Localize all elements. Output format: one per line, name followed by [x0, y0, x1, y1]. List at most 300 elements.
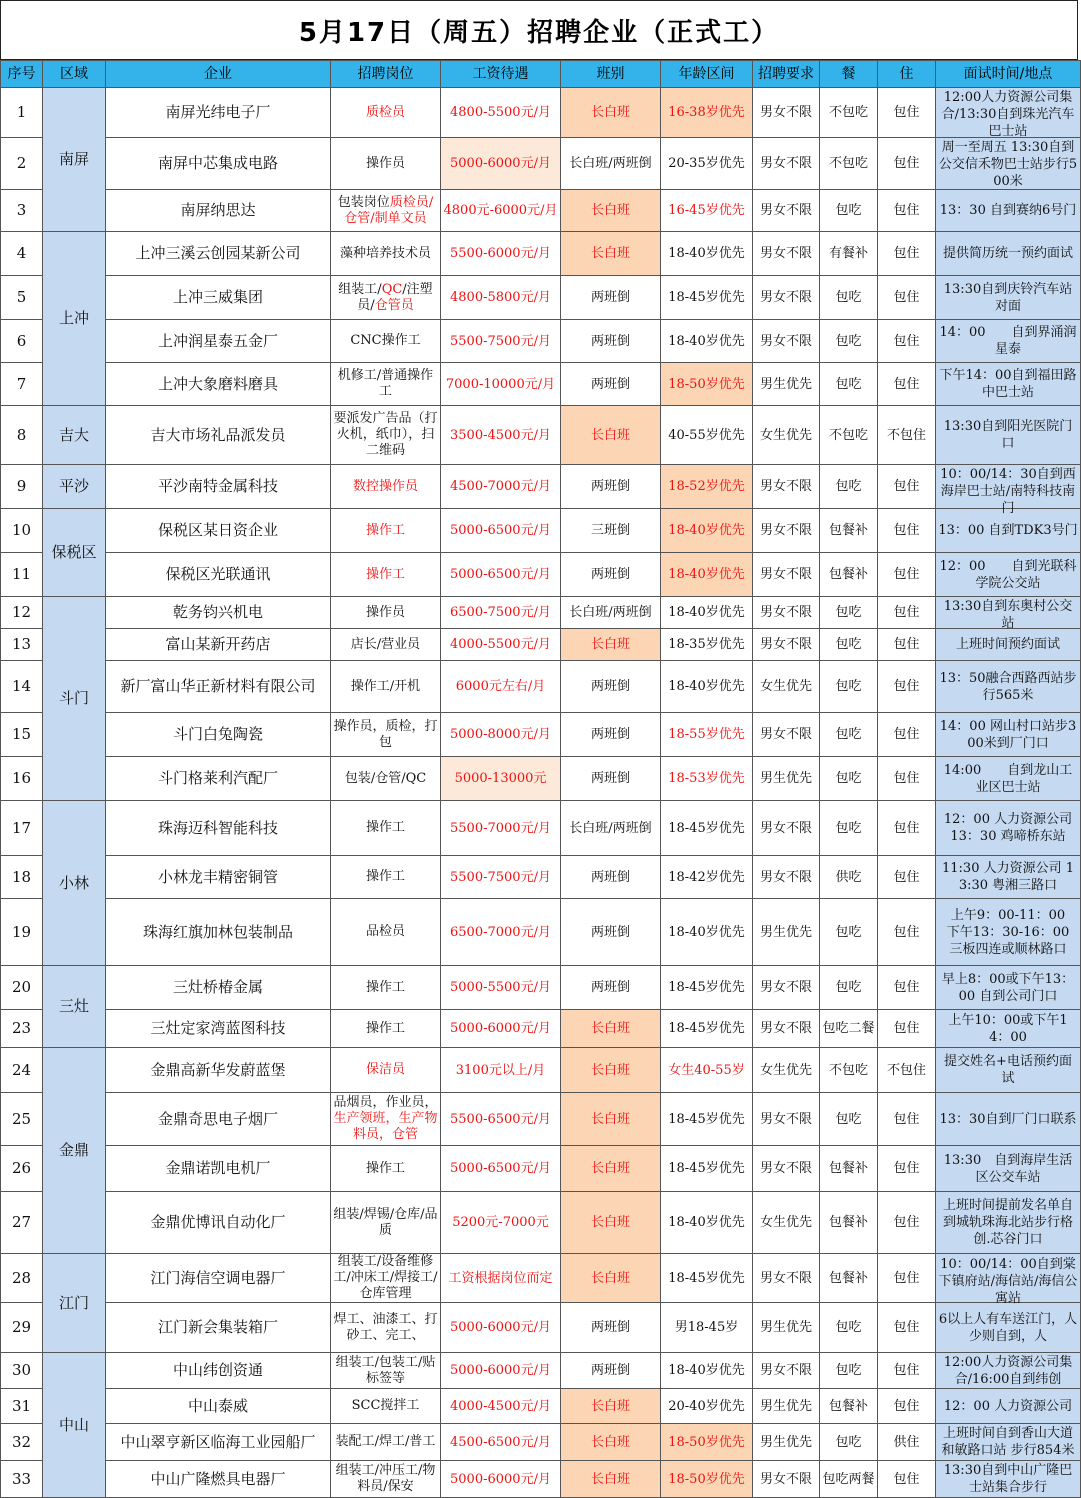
meal-cell: 包吃两餐: [820, 1461, 878, 1498]
interview-time-location: [936, 553, 1081, 597]
housing-cell: 包住: [878, 1254, 936, 1303]
row-number: 6: [1, 320, 43, 363]
interview-text: 10：00/14：00自到棠下镇府站/海信站/海信公寓站: [938, 1257, 1078, 1306]
age-cell: 18-45岁优先: [661, 801, 753, 856]
salary-cell: 5500-7500元/月: [441, 856, 561, 899]
requirement-cell: 男女不限: [753, 509, 820, 553]
table-row: [1, 190, 1081, 232]
position-cell: 操作工: [331, 801, 441, 856]
interview-time-location: [936, 899, 1081, 966]
housing-cell: 包住: [878, 1303, 936, 1353]
interview-time-location: [936, 597, 1081, 629]
salary-cell: 4800元-6000元/月: [441, 190, 561, 232]
row-number: 28: [1, 1254, 43, 1303]
table-row: [1, 1353, 1081, 1389]
housing-cell: 包住: [878, 856, 936, 899]
age-cell: 18-55岁优先: [661, 713, 753, 757]
position-cell: 组装工/包装工/贴标签等: [331, 1353, 441, 1389]
region-cell: 南屏: [43, 88, 106, 232]
meal-cell: 有餐补: [820, 232, 878, 276]
position-cell: 保洁员: [331, 1048, 441, 1093]
salary-cell: 4800-5500元/月: [441, 88, 561, 138]
table-row: [1, 1146, 1081, 1192]
position-cell: 包装/仓管/QC: [331, 757, 441, 801]
meal-cell: 包餐补: [820, 509, 878, 553]
interview-time-location: [936, 1146, 1081, 1192]
region-cell: 吉大: [43, 406, 106, 465]
position-cell: 操作工: [331, 1010, 441, 1048]
housing-cell: 不包住: [878, 1048, 936, 1093]
meal-cell: 包吃二餐: [820, 1010, 878, 1048]
meal-cell: 包吃: [820, 597, 878, 629]
header-age: 年龄区间: [661, 61, 753, 88]
shift-cell: 两班倒: [561, 276, 661, 320]
salary-cell: 5000-6000元/月: [441, 1353, 561, 1389]
housing-cell: 包住: [878, 801, 936, 856]
company-name: 金鼎奇思电子烟厂: [106, 1093, 331, 1146]
position-fragment: 仓管员: [374, 297, 414, 313]
age-cell: 18-40岁优先: [661, 509, 753, 553]
row-number: 15: [1, 713, 43, 757]
salary-cell: 5000-6000元/月: [441, 1010, 561, 1048]
meal-cell: 包餐补: [820, 1389, 878, 1424]
company-name: 中山纬创资通: [106, 1353, 331, 1389]
interview-text: 12：00 人力资源公司: [943, 1398, 1073, 1414]
housing-cell: 包住: [878, 597, 936, 629]
age-cell: 18-45岁优先: [661, 1146, 753, 1192]
salary-cell: 5500-7000元/月: [441, 801, 561, 856]
salary-cell: 7000-10000元/月: [441, 363, 561, 406]
interview-text: 上午9：00-11：00 下午13：30-16：00 三板四连或顺林路口: [946, 907, 1070, 957]
row-number: 19: [1, 899, 43, 966]
position-cell: CNC操作工: [331, 320, 441, 363]
shift-cell: 两班倒: [561, 363, 661, 406]
table-row: [1, 801, 1081, 856]
table-body: [1, 88, 1081, 1498]
table-row: [1, 138, 1081, 190]
interview-time-location: [936, 661, 1081, 713]
interview-text: 上班时间预约面试: [955, 637, 1060, 652]
interview-text: 上班时间提前发名单自到城轨珠海北站步行格创.芯谷门口: [942, 1198, 1073, 1247]
age-cell: 20-35岁优先: [661, 138, 753, 190]
interview-text: 11:30 人力资源公司 13:30 粤湘三路口: [942, 861, 1074, 893]
region-cell: 平沙: [43, 465, 106, 509]
position-cell: 焊工、油漆工、打砂工、完工、: [331, 1303, 441, 1353]
salary-cell: 5500-7500元/月: [441, 320, 561, 363]
salary-cell: 6500-7500元/月: [441, 597, 561, 629]
shift-cell: 长白班: [561, 88, 661, 138]
table-row: [1, 597, 1081, 629]
age-cell: 18-40岁优先: [661, 597, 753, 629]
age-cell: 18-40岁优先: [661, 1353, 753, 1389]
company-name: 新厂富山华正新材料有限公司: [106, 661, 331, 713]
housing-cell: 包住: [878, 1461, 936, 1498]
requirement-cell: 男女不限: [753, 232, 820, 276]
meal-cell: 包吃: [820, 1424, 878, 1461]
shift-cell: 两班倒: [561, 1353, 661, 1389]
salary-cell: 4800-5800元/月: [441, 276, 561, 320]
company-name: 上冲大象磨料磨具: [106, 363, 331, 406]
table-row: [1, 320, 1081, 363]
salary-cell: 工资根据岗位而定: [441, 1254, 561, 1303]
meal-cell: 包吃: [820, 966, 878, 1010]
shift-cell: 两班倒: [561, 661, 661, 713]
housing-cell: 包住: [878, 899, 936, 966]
salary-cell: 4500-7000元/月: [441, 465, 561, 509]
shift-cell: 长白班/两班倒: [561, 138, 661, 190]
requirement-cell: 男女不限: [753, 88, 820, 138]
interview-text: 早上8：00或下午13：00 自到公司门口: [941, 971, 1075, 1004]
requirement-cell: 男女不限: [753, 465, 820, 509]
interview-text: 10：00/14：30自到西海岸巴士站/南特科技南门: [940, 466, 1076, 516]
position-cell: [331, 276, 441, 320]
table-row: [1, 1424, 1081, 1461]
table-row: [1, 1461, 1081, 1498]
interview-time-location: [936, 88, 1081, 138]
interview-text: 12:00人力资源公司集合/16:00自到纬创: [943, 1354, 1073, 1387]
row-number: 9: [1, 465, 43, 509]
position-cell: 操作工: [331, 966, 441, 1010]
age-cell: 16-38岁优先: [661, 88, 753, 138]
position-cell: 要派发广告品（打火机，纸巾），扫二维码: [331, 406, 441, 465]
interview-time-location: [936, 713, 1081, 757]
interview-text: 上午10：00或下午14：00: [948, 1012, 1068, 1045]
shift-cell: 两班倒: [561, 1303, 661, 1353]
row-number: 4: [1, 232, 43, 276]
shift-cell: 长白班: [561, 232, 661, 276]
header-shift: 班别: [561, 61, 661, 88]
company-name: 中山广隆燃具电器厂: [106, 1461, 331, 1498]
housing-cell: 包住: [878, 661, 936, 713]
interview-text: 下午14：00自到福田路中巴士站: [939, 368, 1077, 400]
company-name: 金鼎优博讯自动化厂: [106, 1192, 331, 1254]
housing-cell: 包住: [878, 88, 936, 138]
table-row: [1, 757, 1081, 801]
housing-cell: 包住: [878, 713, 936, 757]
row-number: 20: [1, 966, 43, 1010]
requirement-cell: 男女不限: [753, 1010, 820, 1048]
company-name: 南屏中芯集成电路: [106, 138, 331, 190]
age-cell: 女生40-55岁: [661, 1048, 753, 1093]
row-number: 7: [1, 363, 43, 406]
housing-cell: 包住: [878, 138, 936, 190]
interview-text: 上班时间自到香山大道和敏路口站 步行854米: [941, 1426, 1075, 1458]
meal-cell: 包吃: [820, 801, 878, 856]
position-cell: 操作工: [331, 553, 441, 597]
shift-cell: 长白班: [561, 1389, 661, 1424]
company-name: 斗门白兔陶瓷: [106, 713, 331, 757]
position-cell: 藻种培养技术员: [331, 232, 441, 276]
position-fragment: 包装岗位: [337, 194, 390, 210]
housing-cell: 包住: [878, 629, 936, 661]
meal-cell: 包餐补: [820, 1146, 878, 1192]
requirement-cell: 男女不限: [753, 1093, 820, 1146]
requirement-cell: 男女不限: [753, 138, 820, 190]
requirement-cell: 男女不限: [753, 966, 820, 1010]
table-row: [1, 276, 1081, 320]
interview-time-location: [936, 320, 1081, 363]
interview-text: 6以上人有车送江门，人少则自到，人: [938, 1311, 1078, 1344]
interview-time-location: [936, 1353, 1081, 1389]
region-cell: 上冲: [43, 232, 106, 406]
position-fragment: 生产领班，生产物料员，仓管: [333, 1111, 438, 1142]
table-row: [1, 856, 1081, 899]
age-cell: 18-40岁优先: [661, 232, 753, 276]
shift-cell: 两班倒: [561, 553, 661, 597]
page-title: 5月17日（周五）招聘企业（正式工）: [0, 0, 1078, 60]
salary-cell: 5000-13000元: [441, 757, 561, 801]
interview-text: 13:30自到阳光医院门口: [943, 419, 1073, 451]
company-name: 江门新会集装箱厂: [106, 1303, 331, 1353]
requirement-cell: 男女不限: [753, 276, 820, 320]
housing-cell: 包住: [878, 1389, 936, 1424]
region-cell: 金鼎: [43, 1048, 106, 1254]
meal-cell: 包吃: [820, 465, 878, 509]
requirement-cell: 男女不限: [753, 713, 820, 757]
housing-cell: 包住: [878, 320, 936, 363]
age-cell: 18-50岁优先: [661, 363, 753, 406]
table-row: [1, 465, 1081, 509]
interview-time-location: [936, 757, 1081, 801]
interview-text: 提供简历统一预约面试: [942, 246, 1073, 261]
meal-cell: 供吃: [820, 856, 878, 899]
interview-time-location: [936, 1424, 1081, 1461]
interview-text: 14：00 自到界涌润星泰: [939, 325, 1077, 357]
salary-cell: 5000-6500元/月: [441, 509, 561, 553]
requirement-cell: 女生优先: [753, 1192, 820, 1254]
company-name: 小林龙丰精密铜管: [106, 856, 331, 899]
row-number: 17: [1, 801, 43, 856]
meal-cell: 包吃: [820, 661, 878, 713]
requirement-cell: 男生优先: [753, 1389, 820, 1424]
meal-cell: 包餐补: [820, 1192, 878, 1254]
row-number: 10: [1, 509, 43, 553]
shift-cell: 两班倒: [561, 713, 661, 757]
interview-time-location: [936, 276, 1081, 320]
position-cell: [331, 190, 441, 232]
meal-cell: 不包吃: [820, 406, 878, 465]
position-fragment: 品烟员，作业员，: [333, 1095, 438, 1110]
housing-cell: 包住: [878, 553, 936, 597]
interview-time-location: [936, 363, 1081, 406]
table-row: [1, 1303, 1081, 1353]
interview-time-location: [936, 1093, 1081, 1146]
meal-cell: 不包吃: [820, 1048, 878, 1093]
interview-time-location: [936, 465, 1081, 516]
row-number: 2: [1, 138, 43, 190]
position-cell: 装配工/焊工/普工: [331, 1424, 441, 1461]
salary-cell: 5000-8000元/月: [441, 713, 561, 757]
position-cell: SCC搅拌工: [331, 1389, 441, 1424]
requirement-cell: 男生优先: [753, 899, 820, 966]
housing-cell: 包住: [878, 190, 936, 232]
interview-time-location: [936, 1192, 1081, 1254]
company-name: 南屏光纬电子厂: [106, 88, 331, 138]
requirement-cell: 女生优先: [753, 661, 820, 713]
housing-cell: 包住: [878, 363, 936, 406]
row-number: 5: [1, 276, 43, 320]
interview-time-location: [936, 406, 1081, 465]
table-row: [1, 1389, 1081, 1424]
shift-cell: 长白班: [561, 406, 661, 465]
table-row: [1, 363, 1081, 406]
housing-cell: 包住: [878, 465, 936, 509]
requirement-cell: 男女不限: [753, 1353, 820, 1389]
company-name: 金鼎诺凯电机厂: [106, 1146, 331, 1192]
salary-cell: 3500-4500元/月: [441, 406, 561, 465]
age-cell: 18-40岁优先: [661, 899, 753, 966]
meal-cell: 包吃: [820, 190, 878, 232]
age-cell: 18-40岁优先: [661, 1192, 753, 1254]
position-cell: 操作工/开机: [331, 661, 441, 713]
recruitment-table: [0, 60, 1081, 1498]
row-number: 31: [1, 1389, 43, 1424]
position-cell: 品检员: [331, 899, 441, 966]
row-number: 1: [1, 88, 43, 138]
table-row: [1, 553, 1081, 597]
meal-cell: 包吃: [820, 1093, 878, 1146]
header-housing: 住: [878, 61, 936, 88]
position-fragment: 组装工/: [338, 281, 382, 297]
company-name: 斗门格莱利汽配厂: [106, 757, 331, 801]
row-number: 13: [1, 629, 43, 661]
interview-time-location: [936, 629, 1081, 661]
company-name: 上冲润星泰五金厂: [106, 320, 331, 363]
requirement-cell: 男女不限: [753, 856, 820, 899]
position-fragment: QC: [381, 281, 403, 297]
table-row: [1, 629, 1081, 661]
meal-cell: 包吃: [820, 363, 878, 406]
header-meal: 餐: [820, 61, 878, 88]
company-name: 珠海红旗加林包装制品: [106, 899, 331, 966]
age-cell: 18-45岁优先: [661, 1093, 753, 1146]
age-cell: 18-45岁优先: [661, 1010, 753, 1048]
interview-time-location: [936, 190, 1081, 232]
position-cell: 操作员: [331, 597, 441, 629]
shift-cell: 长白班/两班倒: [561, 597, 661, 629]
age-cell: 18-35岁优先: [661, 629, 753, 661]
company-name: 吉大市场礼品派发员: [106, 406, 331, 465]
header-position: 招聘岗位: [331, 61, 441, 88]
row-number: 18: [1, 856, 43, 899]
shift-cell: 两班倒: [561, 856, 661, 899]
interview-time-location: [936, 1254, 1081, 1306]
interview-text: 12：00 人力资源公司 13：30 鸡啼桥东站: [943, 812, 1073, 844]
position-cell: 组装工/设备维修工/冲床工/焊接工/仓库管理: [331, 1254, 441, 1303]
interview-time-location: [936, 232, 1081, 276]
interview-text: 13:30自到东奥村公交站: [943, 598, 1073, 631]
table-row: [1, 966, 1081, 1010]
age-cell: 男18-45岁: [661, 1303, 753, 1353]
salary-cell: 6500-7000元/月: [441, 899, 561, 966]
salary-cell: 5000-5500元/月: [441, 966, 561, 1010]
header-interview: 面试时间/地点: [936, 61, 1081, 88]
position-cell: 数控操作员: [331, 465, 441, 509]
row-number: 25: [1, 1093, 43, 1146]
table-row: [1, 509, 1081, 553]
position-fragment: /注塑员/: [357, 281, 433, 313]
table-row: [1, 661, 1081, 713]
row-number: 24: [1, 1048, 43, 1093]
company-name: 富山某新开药店: [106, 629, 331, 661]
salary-cell: 5000-6500元/月: [441, 553, 561, 597]
table-row: [1, 1010, 1081, 1048]
meal-cell: 包吃: [820, 320, 878, 363]
company-name: 三灶桥椿金属: [106, 966, 331, 1010]
interview-time-location: [936, 856, 1081, 899]
position-cell: 操作工: [331, 509, 441, 553]
requirement-cell: 男女不限: [753, 190, 820, 232]
salary-cell: 5000-6000元/月: [441, 1303, 561, 1353]
age-cell: 16-45岁优先: [661, 190, 753, 232]
interview-text: 周一至周五 13:30自到公交信禾物巴士站步行500米: [938, 139, 1078, 189]
position-cell: 质检员: [331, 88, 441, 138]
header-region: 区域: [43, 61, 106, 88]
meal-cell: 包吃: [820, 713, 878, 757]
housing-cell: 包住: [878, 1192, 936, 1254]
requirement-cell: 男生优先: [753, 363, 820, 406]
housing-cell: 包住: [878, 1010, 936, 1048]
company-name: 保税区某日资企业: [106, 509, 331, 553]
meal-cell: 包吃: [820, 1303, 878, 1353]
interview-time-location: [936, 1461, 1081, 1498]
company-name: 江门海信空调电器厂: [106, 1254, 331, 1303]
meal-cell: 不包吃: [820, 88, 878, 138]
table-row: [1, 1192, 1081, 1254]
meal-cell: 包吃: [820, 276, 878, 320]
position-cell: 操作员，质检，打包: [331, 713, 441, 757]
age-cell: 18-45岁优先: [661, 966, 753, 1010]
position-cell: 店长/营业员: [331, 629, 441, 661]
age-cell: 18-50岁优先: [661, 1461, 753, 1498]
row-number: 33: [1, 1461, 43, 1498]
shift-cell: 长白班/两班倒: [561, 801, 661, 856]
shift-cell: 两班倒: [561, 465, 661, 509]
housing-cell: 包住: [878, 232, 936, 276]
region-cell: 斗门: [43, 597, 106, 801]
requirement-cell: 男女不限: [753, 1146, 820, 1192]
interview-time-location: [936, 138, 1081, 190]
position-cell: 操作员: [331, 138, 441, 190]
shift-cell: 两班倒: [561, 899, 661, 966]
shift-cell: 长白班: [561, 1192, 661, 1254]
salary-cell: 4000-4500元/月: [441, 1389, 561, 1424]
age-cell: 18-42岁优先: [661, 856, 753, 899]
interview-text: 13：30自到厂门口联系: [939, 1111, 1077, 1127]
requirement-cell: 男女不限: [753, 629, 820, 661]
interview-text: 12:00人力资源公司集合/13:30自到珠光汽车巴士站: [941, 89, 1075, 139]
row-number: 16: [1, 757, 43, 801]
shift-cell: 两班倒: [561, 320, 661, 363]
position-cell: 操作工: [331, 1146, 441, 1192]
interview-text: 12：00 自到光联科学院公交站: [939, 558, 1077, 591]
interview-text: 13:30自到庆铃汽车站对面: [943, 281, 1073, 314]
shift-cell: 长白班: [561, 1010, 661, 1048]
region-cell: 江门: [43, 1254, 106, 1353]
interview-text: 13：30 自到赛纳6号门: [939, 203, 1077, 218]
housing-cell: 包住: [878, 276, 936, 320]
company-name: 乾务钧兴机电: [106, 597, 331, 629]
table-row: [1, 1048, 1081, 1093]
table-row: [1, 1093, 1081, 1146]
region-cell: 三灶: [43, 966, 106, 1048]
row-number: 27: [1, 1192, 43, 1254]
requirement-cell: 男女不限: [753, 553, 820, 597]
region-cell: 小林: [43, 801, 106, 966]
interview-time-location: [936, 1010, 1081, 1048]
company-name: 保税区光联通讯: [106, 553, 331, 597]
company-name: 金鼎高新华发蔚蓝堡: [106, 1048, 331, 1093]
